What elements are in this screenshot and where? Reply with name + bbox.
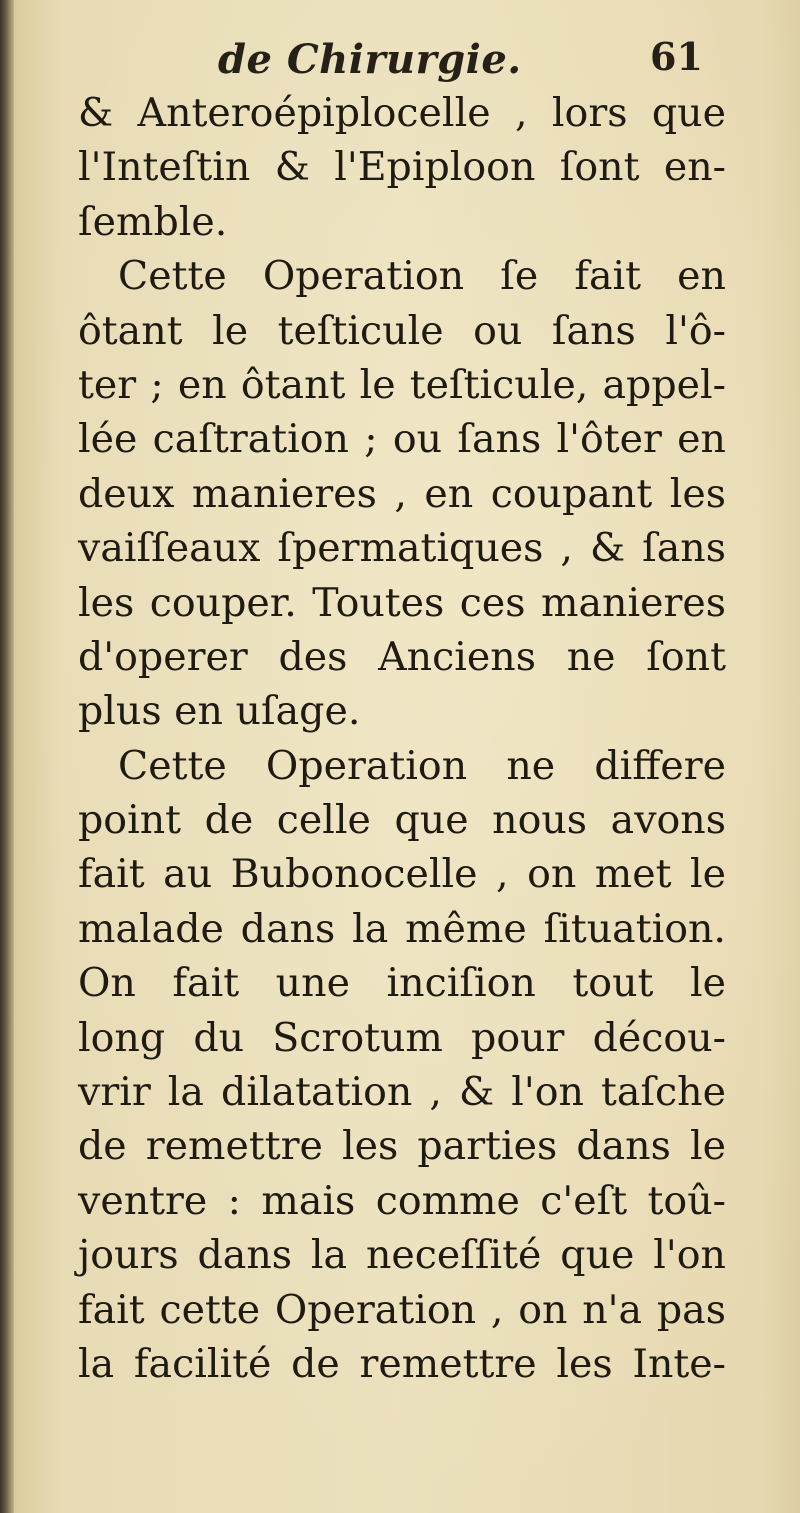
text-line: les couper. Toutes ces manieres: [78, 579, 726, 626]
binding-gutter: [0, 0, 14, 1513]
text-line: plus en uſage.: [78, 688, 361, 735]
text-line: ôtant le teſticule ou ſans l'ô-: [78, 307, 726, 354]
paragraph: [78, 249, 726, 739]
text-line: & Anteroépiplocelle , lors que: [78, 90, 726, 136]
text-line: vaiſſeaux ſpermatiques , & ſans: [78, 525, 726, 572]
text-line: lée caſtration ; ou ſans l'ôter en: [78, 416, 726, 463]
text-line: Cette Operation ne differe: [118, 742, 726, 789]
page-number: 61: [650, 34, 703, 79]
paragraph: [78, 86, 726, 249]
text-line: la facilité de remettre les Inte-: [78, 1340, 726, 1387]
text-line: ter ; en ôtant le teſticule, appel-: [78, 361, 726, 408]
text-line: malade dans la même ſituation.: [78, 905, 726, 952]
text-line: point de celle que nous avons: [78, 797, 726, 844]
text-line: ſemble.: [78, 198, 228, 245]
text-line: fait au Bubonocelle , on met le: [78, 851, 726, 898]
body-text: [78, 86, 726, 1391]
text-line: l'Inteſtin & l'Epiploon ſont en-: [78, 144, 726, 191]
text-line: d'operer des Anciens ne ſont: [78, 633, 726, 680]
text-line: Cette Operation ſe fait en: [118, 253, 726, 300]
text-line: ventre : mais comme c'eſt toû-: [78, 1177, 726, 1224]
text-line: deux manieres , en coupant les: [78, 470, 726, 517]
page-header: [0, 30, 800, 90]
text-line: vrir la dilatation , & l'on taſche: [78, 1069, 726, 1116]
text-line: On fait une inciſion tout le: [78, 960, 726, 1007]
text-line: de remettre les parties dans le: [78, 1123, 726, 1170]
text-line: long du Scrotum pour décou-: [78, 1014, 726, 1061]
text-line: fait cette Operation , on n'a pas: [78, 1286, 726, 1333]
paragraph: [78, 739, 726, 1392]
running-title: de Chirurgie.: [218, 36, 522, 83]
text-line: jours dans la neceſſité que l'on: [78, 1232, 726, 1279]
